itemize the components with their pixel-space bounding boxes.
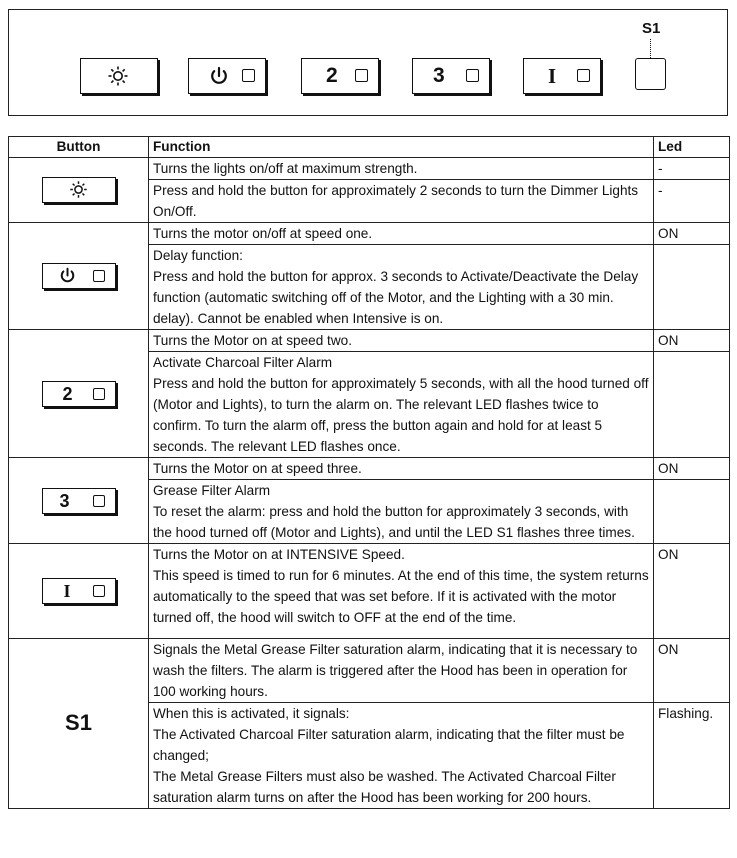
function-text: The Metal Grease Filters must also be washed. The Activated Charcoal Filter saturation alarm turns on after the Hood has been working for 200 hours. [153, 769, 616, 805]
function-cell [149, 703, 654, 809]
function-cell [149, 158, 654, 180]
led-cell: ON [654, 544, 730, 639]
light-button[interactable] [42, 177, 116, 203]
led-cell: ON [654, 458, 730, 480]
header-led: Led [654, 137, 730, 158]
led-cell [654, 245, 730, 330]
button-cell [9, 330, 149, 458]
intensive-button[interactable] [523, 58, 601, 94]
led-indicator [93, 585, 105, 597]
header-function: Function [149, 137, 654, 158]
sun-icon [69, 180, 88, 199]
power-button[interactable] [188, 58, 266, 94]
control-panel [8, 9, 728, 116]
table-row [9, 158, 730, 180]
led-indicator [355, 69, 368, 82]
speed-3-button[interactable] [412, 58, 490, 94]
function-cell [149, 639, 654, 703]
led-cell: ON [654, 639, 730, 703]
button-cell [9, 639, 149, 809]
button-cell [9, 544, 149, 639]
led-cell: - [654, 180, 730, 223]
light-button[interactable] [80, 58, 158, 94]
function-text: When this is activated, it signals: [153, 706, 350, 721]
power-icon [59, 267, 76, 284]
speed-3-glyph: 3 [59, 490, 70, 511]
s1-label: S1 [642, 20, 661, 37]
table-row [9, 458, 730, 480]
led-cell: ON [654, 330, 730, 352]
speed-2-glyph: 2 [62, 383, 73, 404]
speed-2-glyph: 2 [326, 64, 338, 87]
led-cell [654, 480, 730, 544]
function-cell [149, 544, 654, 639]
speed-3-glyph: 3 [433, 64, 445, 87]
function-text: Turns the lights on/off at maximum strength. [153, 161, 418, 176]
function-text: Press and hold the button for approximately 2 seconds to turn the Dimmer Lights On/Off. [153, 183, 639, 219]
table-row [9, 639, 730, 703]
table-row [9, 544, 730, 639]
table-header-row [9, 137, 730, 158]
speed-2-button[interactable] [42, 381, 116, 407]
speed-3-button[interactable] [42, 488, 116, 514]
function-text: Turns the motor on/off at speed one. [153, 226, 373, 241]
function-text: Grease Filter Alarm [153, 483, 271, 498]
power-button[interactable] [42, 263, 116, 289]
led-cell: - [654, 158, 730, 180]
function-table [8, 136, 730, 809]
button-cell [9, 458, 149, 544]
function-text: Signals the Metal Grease Filter saturation alarm, indicating that it is necessary to wash the filters. The alarm is triggered after the Hood has been in operation for 100 working hours. [153, 642, 638, 699]
led-indicator [242, 69, 255, 82]
function-text: Press and hold the button for approximately 5 seconds, with all the hood turned off (Motor and Lights), to turn the alarm on. The relevant LED flashes twice to confirm. To turn the alarm off, press the button again and hold for at least 5 seconds. The relevant LED flashes once. [153, 376, 649, 454]
power-icon [209, 66, 229, 86]
function-text: This speed is timed to run for 6 minutes. At the end of this time, the system returns automatically to the speed that was set before. If it is activated with the motor turned off, the hood will switch to OFF at the end of the time. [153, 568, 649, 625]
intensive-glyph: I [63, 581, 71, 601]
function-cell [149, 330, 654, 352]
intensive-glyph: I [548, 64, 557, 88]
s1-led [635, 58, 666, 90]
speed-2-button[interactable] [301, 58, 379, 94]
function-text: The Activated Charcoal Filter saturation alarm, indicating that the filter must be changed; [153, 727, 625, 763]
sun-icon [107, 65, 129, 87]
led-cell: ON [654, 223, 730, 245]
led-indicator [93, 388, 105, 400]
function-text: Turns the Motor on at speed two. [153, 333, 352, 348]
led-indicator [577, 69, 590, 82]
button-cell [9, 223, 149, 330]
s1-leader-line [650, 39, 651, 58]
function-text: Turns the Motor on at speed three. [153, 461, 362, 476]
led-cell [654, 352, 730, 458]
function-cell [149, 180, 654, 223]
function-cell [149, 245, 654, 330]
function-text: Press and hold the button for approx. 3 seconds to Activate/Deactivate the Delay function (automatic switching off of the Motor, and the Lighting with a 30 min. delay). Cannot be enabled when Intensive is on. [153, 269, 639, 326]
function-cell [149, 352, 654, 458]
s1-label: S1 [65, 709, 92, 735]
intensive-button[interactable] [42, 578, 116, 604]
function-cell [149, 480, 654, 544]
table-row [9, 223, 730, 245]
header-button: Button [9, 137, 149, 158]
led-indicator [93, 495, 105, 507]
function-cell [149, 223, 654, 245]
function-text: To reset the alarm: press and hold the button for approximately 3 seconds, with the hood turned off (Motor and Lights), and until the LED S1 flashes three times. [153, 504, 635, 540]
function-text: Activate Charcoal Filter Alarm [153, 355, 333, 370]
function-text: Delay function: [153, 248, 243, 263]
led-cell: Flashing. [654, 703, 730, 809]
function-text: Turns the Motor on at INTENSIVE Speed. [153, 547, 405, 562]
table-row [9, 330, 730, 352]
led-indicator [93, 270, 105, 282]
led-indicator [466, 69, 479, 82]
function-cell [149, 458, 654, 480]
button-cell [9, 158, 149, 223]
